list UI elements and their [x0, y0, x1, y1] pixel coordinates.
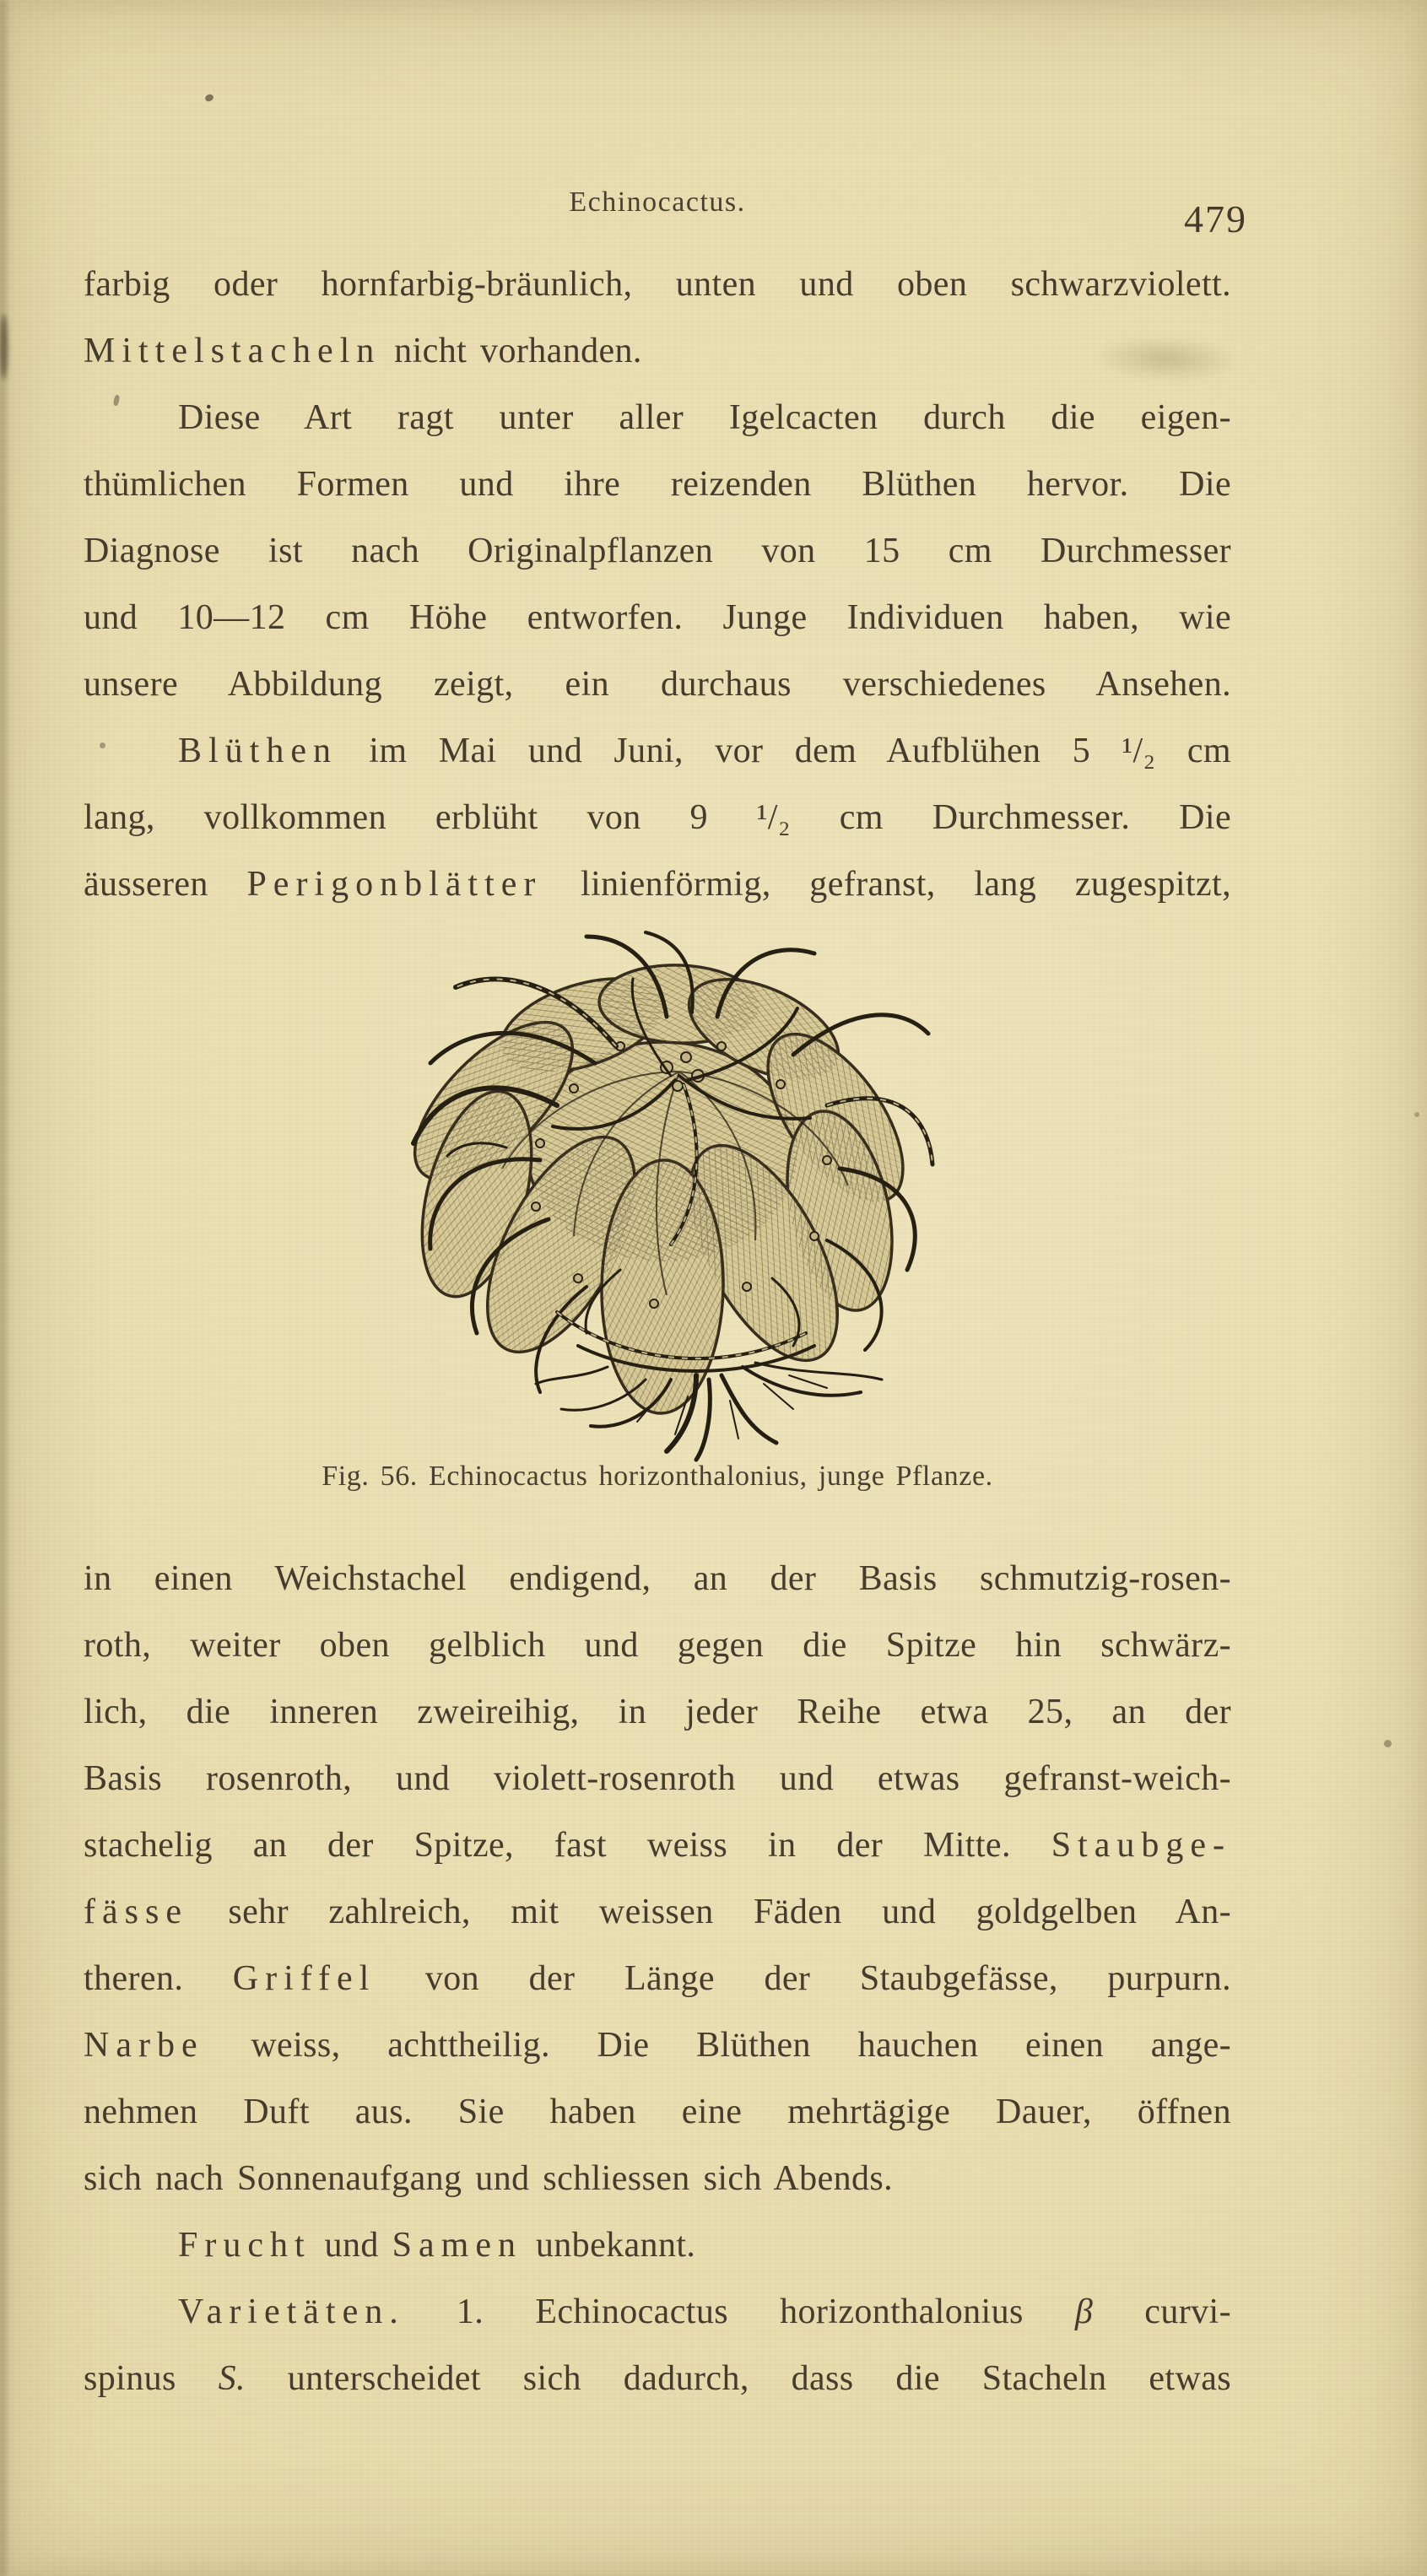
- text-segment: nehmen Duft aus. Sie haben eine mehrtägige Dauer, öffnen: [84, 2093, 1231, 2131]
- text-line: [84, 1812, 1231, 1879]
- figure-caption: Fig. 56. Echinocactus horizonthalonius, junge Pflanze.: [322, 1461, 993, 1492]
- scan-speck: [204, 93, 214, 102]
- text-line: [84, 1612, 1231, 1679]
- text-segment: sich nach Sonnenaufgang und schliessen sich Abends.: [84, 2159, 894, 2198]
- cactus-engraving-figure: [367, 907, 941, 1464]
- text-segment: fässe: [84, 1893, 188, 1931]
- text-segment: thümlichen Formen und ihre reizenden Blüthen hervor. Die: [84, 465, 1231, 504]
- text-segment: weiss, achttheilig. Die Blüthen hauchen einen ange-: [203, 2026, 1231, 2065]
- text-line: [84, 2279, 1231, 2346]
- text-segment: nicht vorhanden.: [381, 332, 642, 370]
- text-line: [84, 718, 1231, 785]
- text-line: [84, 1679, 1231, 1746]
- text-segment: und 10—12 cm Höhe entworfen. Junge Individuen haben, wie: [84, 598, 1231, 637]
- text-line: [84, 1946, 1231, 2012]
- scan-left-edge-shadow: [0, 0, 10, 2576]
- running-header: Echinocactus.: [569, 186, 746, 218]
- text-segment: im Mai und Juni, vor dem Aufblühen 5 ¹/₂ cm: [338, 732, 1231, 770]
- text-block-lower: [84, 1546, 1231, 2412]
- text-segment: Mittelstacheln: [84, 332, 381, 370]
- text-segment: Blüthen: [178, 732, 338, 770]
- text-segment: farbig oder hornfarbig-bräunlich, unten und oben schwarzviolett.: [84, 265, 1231, 304]
- text-segment: Staubge-: [1051, 1826, 1231, 1865]
- text-segment: linienförmig, gefranst, lang zugespitzt,: [542, 865, 1232, 904]
- text-line: [84, 318, 1231, 385]
- text-line: [84, 1746, 1231, 1812]
- text-segment: spinus: [84, 2359, 219, 2398]
- text-line: [84, 2146, 1231, 2212]
- text-segment: theren.: [84, 1959, 233, 1998]
- text-segment: von der Länge der Staubgefässe, purpurn.: [376, 1959, 1232, 1998]
- text-segment: Diagnose ist nach Originalpflanzen von 15 cm Durchmesser: [84, 532, 1231, 570]
- cactus-engraving: [367, 907, 941, 1464]
- text-line: [84, 785, 1231, 851]
- text-segment: sehr zahlreich, mit weissen Fäden und goldgelben An-: [187, 1893, 1231, 1931]
- text-segment: roth, weiter oben gelblich und gegen die Spitze hin schwärz-: [84, 1626, 1231, 1665]
- text-segment: unsere Abbildung zeigt, ein durchaus verschiedenes Ansehen.: [84, 665, 1231, 704]
- text-segment: unbekannt.: [522, 2226, 696, 2265]
- text-segment: Samen: [392, 2226, 522, 2265]
- text-segment: Frucht: [178, 2226, 311, 2265]
- text-line: [84, 2079, 1231, 2146]
- text-segment: Varietäten.: [178, 2292, 405, 2331]
- text-line: [84, 2012, 1231, 2079]
- text-segment: Perigonblätter: [246, 865, 543, 904]
- scan-speck: [1384, 1740, 1392, 1747]
- scan-speck: [1414, 1112, 1419, 1117]
- text-segment: stachelig an der Spitze, fast weiss in der Mitte.: [84, 1826, 1051, 1865]
- text-segment: unterscheidet sich dadurch, dass die Stacheln etwas: [245, 2359, 1231, 2398]
- text-line: [84, 651, 1231, 718]
- text-segment: Diese Art ragt unter aller Igelcacten durch die eigen-: [178, 398, 1231, 437]
- text-line: [84, 585, 1231, 651]
- scan-speck: [100, 743, 105, 748]
- text-segment: lich, die inneren zweireihig, in jeder Reihe etwa 25, an der: [84, 1693, 1231, 1731]
- text-segment: Griffel: [232, 1959, 376, 1998]
- text-line: [84, 2346, 1231, 2412]
- text-segment: lang, vollkommen erblüht von 9 ¹/₂ cm Durchmesser. Die: [84, 798, 1231, 837]
- text-segment: S.: [218, 2359, 246, 2398]
- text-line: [84, 518, 1231, 585]
- text-segment: 1. Echinocactus horizonthalonius: [404, 2292, 1075, 2331]
- text-segment: β: [1074, 2292, 1094, 2331]
- text-line: [84, 251, 1231, 318]
- text-line: [84, 1546, 1231, 1612]
- text-segment: und: [311, 2226, 392, 2265]
- text-line: [84, 1879, 1231, 1946]
- text-segment: Basis rosenroth, und violett-rosenroth und etwas gefranst-weich-: [84, 1759, 1231, 1798]
- text-segment: Narbe: [84, 2026, 204, 2065]
- text-line: [84, 385, 1231, 451]
- text-segment: curvi-: [1093, 2292, 1231, 2331]
- text-block-upper: [84, 251, 1231, 918]
- text-segment: äusseren: [84, 865, 247, 904]
- text-line: [84, 2212, 1231, 2279]
- text-segment: in einen Weichstachel endigend, an der Basis schmutzig-rosen-: [84, 1559, 1231, 1598]
- text-line: [84, 451, 1231, 518]
- page-number: 479: [1184, 197, 1247, 240]
- scan-edge-mark: [0, 314, 8, 380]
